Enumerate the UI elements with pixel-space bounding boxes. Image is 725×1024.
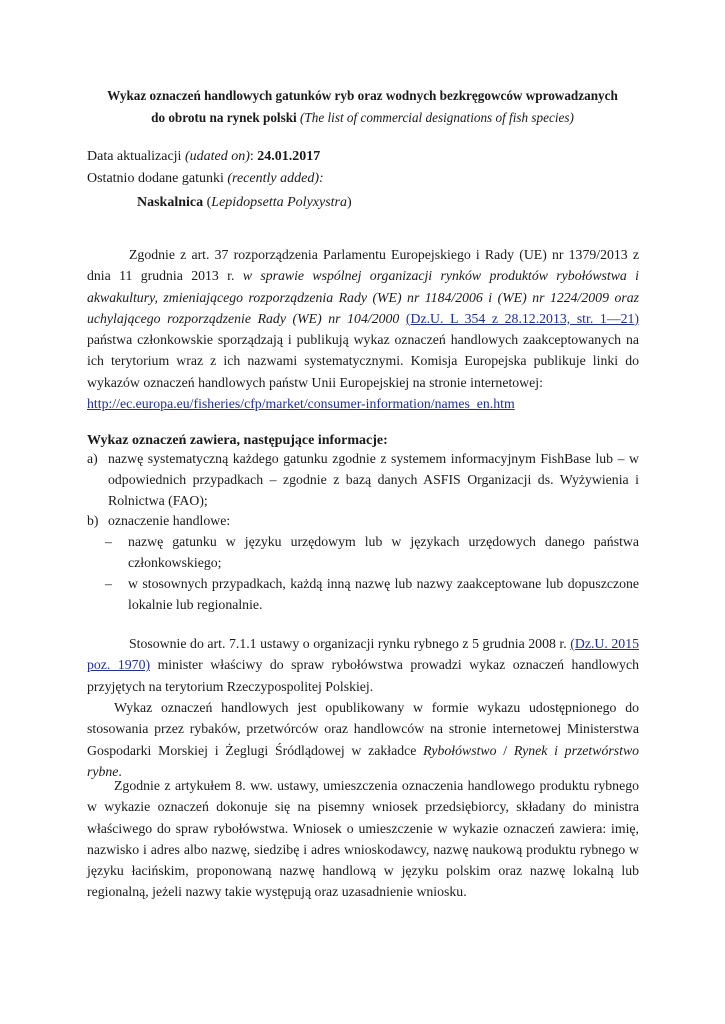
recent-label-english: (recently added):	[227, 171, 324, 186]
p2-text-b: minister właściwy do spraw rybołówstwa prowadzi wykaz oznaczeń handlowych przyjętych na terytorium Rzeczypospolitej Polskiej.	[87, 657, 639, 694]
update-date-line	[87, 146, 687, 167]
title-line-2-english: (The list of commercial designations of fish species)	[300, 110, 574, 125]
p2-text-a: Stosownie do art. 7.1.1 ustawy o organizacji rynku rybnego z 5 grudnia 2008 r.	[129, 636, 567, 651]
p1-text-b: państwa członkowskie sporządzają i publikują wykaz oznaczeń handlowych zaakceptowanych na ich terytorium wraz z ich nazwami systematycznymi. Komisja Europejska publikuje linki do wykazów oznaczeń handlowych państw Unii Europejskiej na stronie internetowej:	[87, 332, 639, 390]
p3-text-a: Wykaz oznaczeń handlowych jest opublikowany w formie wykazu udostępnionego do stosowania przez rybaków, przetwórców oraz handlowców na stronie internetowej Ministerstwa Gospodarki Morskiej i Żeglugi Śródlądowej w zakładce	[87, 700, 639, 758]
update-label-english: (udated on)	[184, 149, 250, 164]
sub-item-2-text: w stosownych przypadkach, każdą inną nazwę lub nazwy zaakceptowane lub dopuszczone lokalnie lub regionalnie.	[128, 576, 639, 612]
paragraph-polish-act	[87, 633, 639, 697]
update-label: Data aktualizacji	[87, 149, 182, 164]
new-species-latin: Lepidopsetta Polyxystra	[211, 195, 347, 210]
title-line-2	[60, 107, 665, 129]
update-colon: :	[249, 149, 254, 164]
list-item-a	[87, 448, 639, 511]
latin-open-paren: (	[206, 195, 212, 210]
sub-item-1-text: nazwę gatunku w języku urzędowym lub w językach urzędowych danego państwa członkowskiego;	[128, 534, 639, 570]
paragraph-application	[87, 775, 639, 903]
p3-tab-market: Rynek i przetwórstwo rybne	[87, 742, 640, 779]
eu-journal-link[interactable]: (Dz.U. L 354 z 28.12.2013, str. 1—21)	[405, 310, 640, 326]
sub-item-local-names	[87, 573, 639, 615]
list-marker-a: a)	[87, 451, 98, 466]
document-title	[60, 85, 665, 129]
title-line-2-bold: do obrotu na rynek polski	[151, 110, 297, 125]
list-marker-b: b)	[87, 513, 99, 528]
new-species-entry	[137, 192, 352, 213]
dzu-2015-link[interactable]: (Dz.U. 2015 poz. 1970)	[87, 636, 640, 673]
p3-tab-fisheries: Rybołówstwo	[423, 742, 497, 758]
dash-bullet-2: –	[105, 576, 112, 591]
p1-text-a: Zgodnie z art. 37 rozporządzenia Parlamentu Europejskiego i Rady (UE) nr 1379/2013 z dnia 11 grudnia 2013 r.	[87, 247, 639, 284]
list-item-a-text: nazwę systematyczną każdego gatunku zgodnie z systemem informacyjnym FishBase lub – w odpowiednich przypadkach – zgodnie z bazą danych ASFIS Organizacji ds. Wyżywienia i Rolnictwa (FAO);	[108, 451, 639, 508]
recently-added-line	[87, 168, 687, 189]
update-date: 24.01.2017	[257, 149, 321, 164]
p3-end: .	[118, 763, 122, 779]
sub-item-official-language	[87, 531, 639, 573]
title-line-1: Wykaz oznaczeń handlowych gatunków ryb oraz wodnych bezkręgowców wprowadzanych	[107, 88, 618, 103]
recent-label: Ostatnio dodane gatunki	[87, 171, 224, 186]
p3-separator: /	[503, 742, 508, 758]
eu-names-url-link[interactable]: http://ec.europa.eu/fisheries/cfp/market/consumer-information/names_en.htm	[87, 396, 515, 412]
new-species-name: Naskalnica	[137, 195, 204, 210]
dash-bullet-1: –	[105, 534, 112, 549]
list-item-b	[87, 510, 639, 615]
p1-regulation-title: w sprawie wspólnej organizacji rynków produktów rybołówstwa i akwakultury, zmieniającego rozporządzenia Rady (WE) nr 1184/2006 i (WE) nr 1224/2009 oraz uchylającego rozporządzenie Rady (WE) nr 104/2000	[87, 268, 640, 326]
latin-close-paren: )	[347, 195, 352, 210]
list-item-b-text: oznaczenie handlowe:	[108, 513, 231, 528]
p4-text: Zgodnie z artykułem 8. ww. ustawy, umieszczenia oznaczenia handlowego produktu rybnego w wykazie oznaczeń dokonuje się na pisemny wniosek przedsiębiorcy, składany do ministra właściwego do spraw rybołówstwa. Wniosek o umieszczenie w wykazie oznaczeń zawiera: imię, nazwisko i adres albo nazwę, siedzibę i adres wnioskodawcy, nazwę naukową produktu rybnego w języku łacińskim, proponowaną nazwę handlową w języku polskim oraz nazwę lokalną lub regionalną, jeżeli nazwy takie występują oraz uzasadnienie wniosku.	[87, 778, 639, 900]
paragraph-publication	[87, 697, 639, 782]
list-heading: Wykaz oznaczeń zawiera, następujące informacje:	[87, 433, 388, 448]
paragraph-eu-regulation	[87, 244, 639, 414]
